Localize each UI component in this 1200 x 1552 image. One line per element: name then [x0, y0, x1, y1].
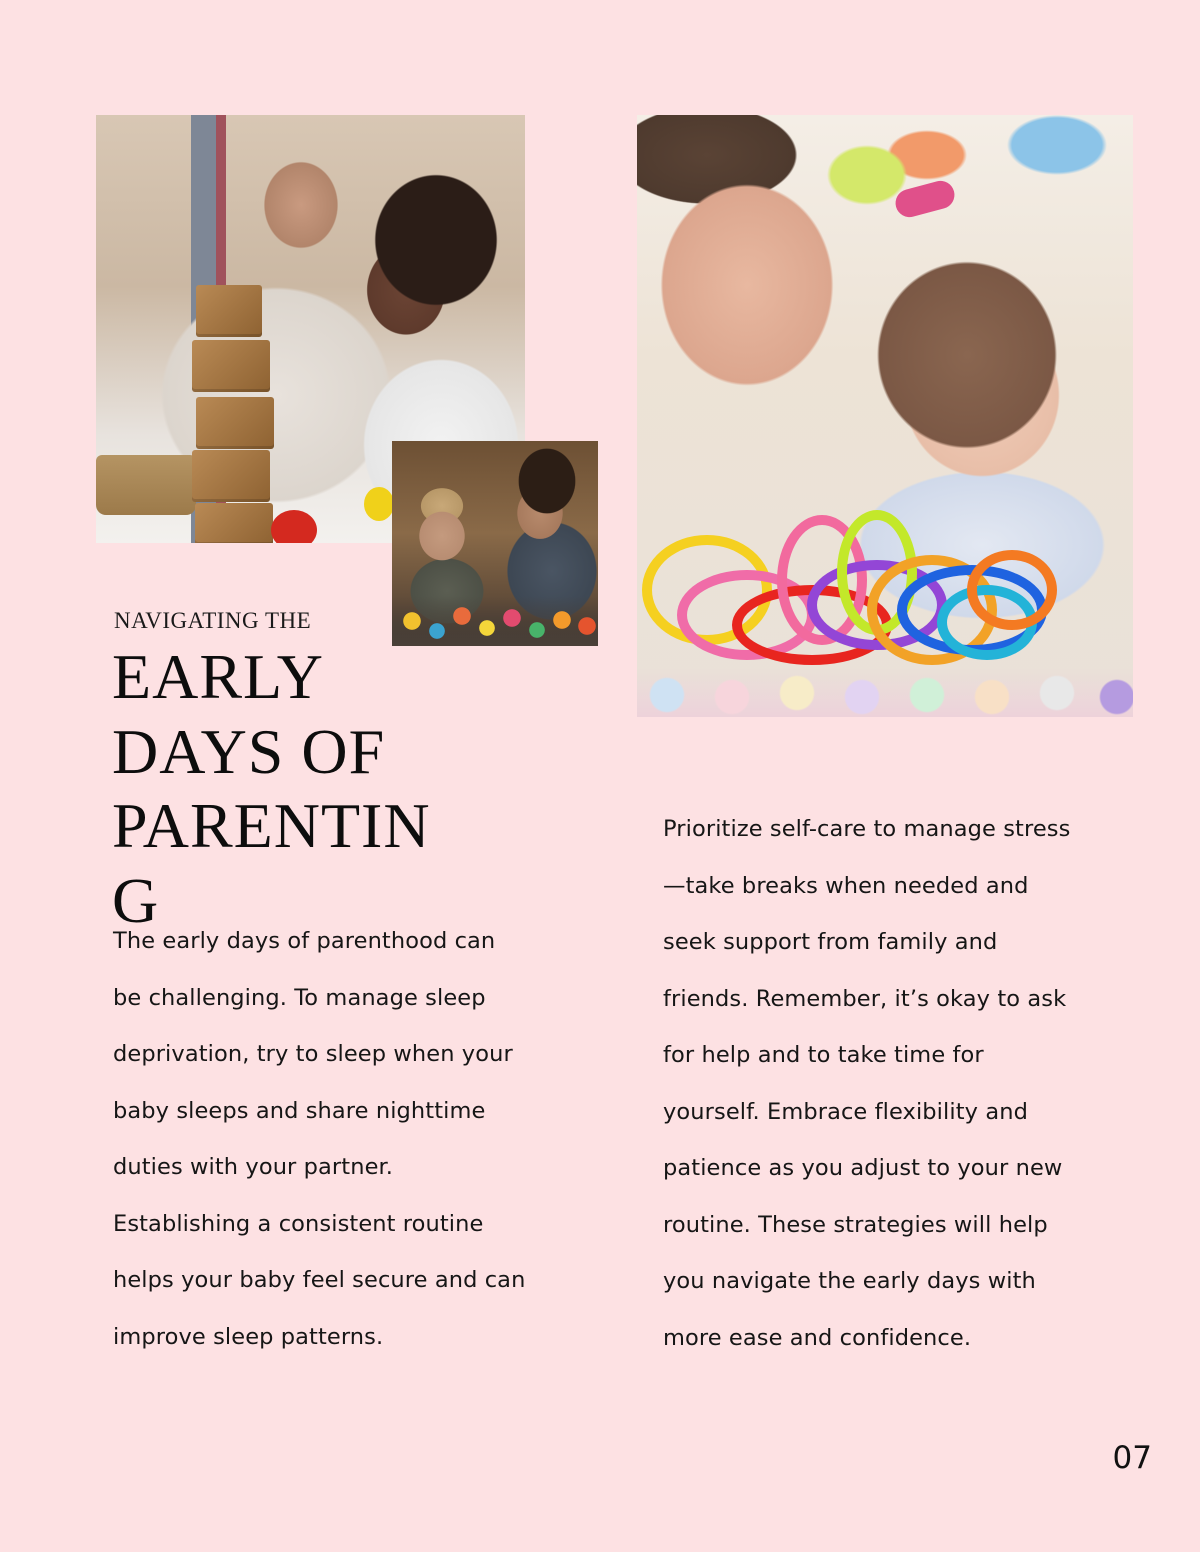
text-line: Prioritize self-care to manage stress [663, 816, 1071, 842]
title-line: G [112, 864, 160, 936]
page-number: 07 [1112, 1440, 1152, 1476]
body-paragraph-right [663, 801, 1070, 1366]
pink-hair-clip [892, 178, 957, 221]
text-line: Establishing a consistent routine [113, 1210, 484, 1237]
title-line: DAYS OF [112, 715, 386, 787]
photo-mother-toddler-colorful-loops [637, 115, 1133, 717]
text-line: baby sleeps and share nighttime [113, 1097, 486, 1124]
text-line: patience as you adjust to your new [663, 1155, 1063, 1181]
text-line: seek support from family and [663, 929, 998, 955]
text-line: be challenging. To manage sleep [113, 984, 486, 1011]
wooden-block-tower [192, 285, 272, 543]
text-line: yourself. Embrace flexibility and [663, 1098, 1028, 1125]
red-toy [271, 510, 317, 543]
text-line: more ease and confidence. [663, 1324, 972, 1351]
yellow-toy [364, 487, 394, 521]
blurred-pompoms [637, 667, 1133, 717]
toy-basket [96, 455, 196, 515]
body-paragraph-left [113, 913, 525, 1365]
text-line: duties with your partner. [113, 1154, 394, 1180]
page-title [112, 640, 492, 938]
title-line: PARENTIN [112, 790, 431, 861]
photo-father-baby-building-bricks [392, 441, 598, 646]
text-line: friends. Remember, it’s okay to ask [663, 985, 1067, 1012]
text-line: The early days of parenthood can [113, 928, 496, 954]
text-line: —take breaks when needed and [663, 872, 1029, 899]
text-line: deprivation, try to sleep when your [113, 1041, 513, 1067]
building-bricks [392, 596, 598, 646]
text-line: helps your baby feel secure and can [113, 1267, 526, 1293]
text-line: improve sleep patterns. [113, 1323, 384, 1350]
heading-kicker: NAVIGATING THE [114, 608, 312, 633]
title-line: EARLY [112, 641, 324, 712]
text-line: you navigate the early days with [663, 1268, 1036, 1294]
text-line: routine. These strategies will help [663, 1211, 1048, 1238]
text-line: for help and to take time for [663, 1042, 984, 1068]
